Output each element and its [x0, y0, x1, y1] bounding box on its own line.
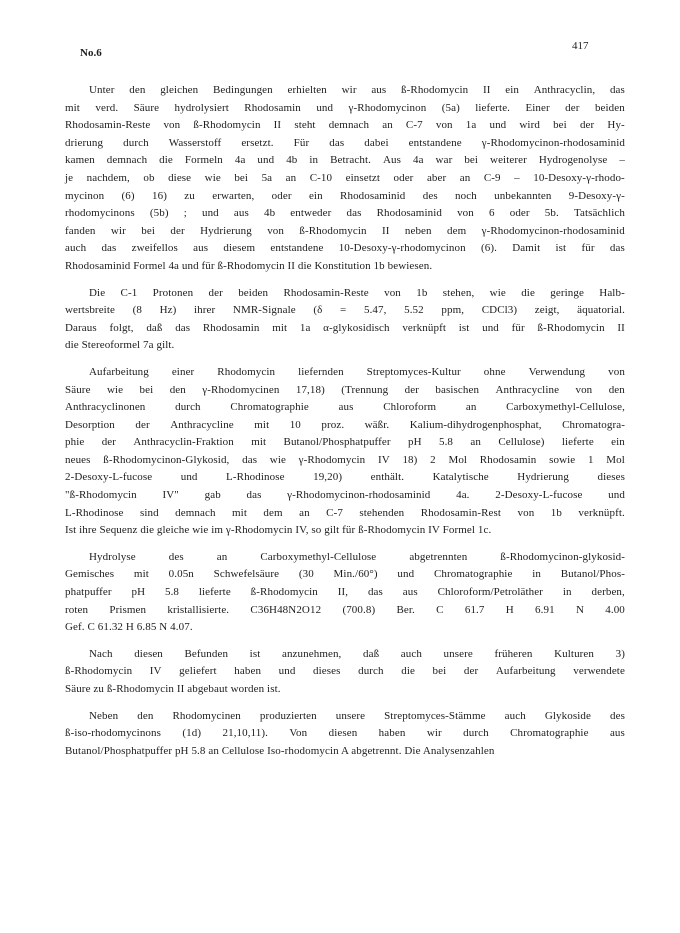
- text-line: Gef. C 61.32 H 6.85 N 4.07.: [65, 621, 193, 634]
- text-line: die Stereoformel 7a gilt.: [65, 339, 175, 352]
- paragraph: [65, 364, 625, 540]
- text-line: Ist ihre Sequenz die gleiche wie im γ-Rhodomycin IV, so gilt für ß-Rhodomycin IV Formel 1c.: [65, 524, 492, 537]
- paragraph: [65, 646, 625, 699]
- paragraph: [65, 549, 625, 637]
- text-line: ß-Rhodomycin IV geliefert haben und dieses durch die bei der Aufarbeitung verwendete: [65, 665, 625, 678]
- paragraph: [65, 708, 625, 761]
- text-line: Die C-1 Protonen der beiden Rhodosamin-Reste von 1b stehen, wie die geringe Halb-: [89, 286, 625, 299]
- text-line: Säure wie bei den γ-Rhodomycinen 17,18) (Trennung der basischen Anthracycline von den: [65, 383, 625, 396]
- text-line: Neben den Rhodomycinen produzierten unsere Streptomyces-Stämme auch Glykoside des: [89, 709, 625, 722]
- body-text: [65, 82, 625, 769]
- text-line: L-Rhodinose sind demnach mit dem an C-7 stehenden Rhodosamin-Rest von 1b verknüpft.: [65, 506, 625, 519]
- text-line: Gemisches mit 0.05n Schwefelsäure (30 Min./60°) und Chromatographie in Butanol/Phos-: [65, 568, 625, 581]
- text-line: mit verd. Säure hydrolysiert Rhodosamin und γ-Rhodomycinon (5a) lieferte. Einer der beiden: [65, 101, 625, 114]
- page-number: 417: [572, 40, 589, 52]
- journal-number: No.6: [80, 47, 102, 59]
- text-line: "ß-Rhodomycin IV" gab das γ-Rhodomycinon-rhodosaminid 4a. 2-Desoxy-L-fucose und: [65, 489, 625, 502]
- text-line: 2-Desoxy-L-fucose und L-Rhodinose 19,20) enthält. Katalytische Hydrierung dieses: [65, 471, 625, 484]
- text-line: Rhodosamin-Reste von ß-Rhodomycin II steht demnach an C-7 von 1a und wird bei der Hy-: [65, 119, 625, 132]
- text-line: Aufarbeitung einer Rhodomycin liefernden Streptomyces-Kultur ohne Verwendung von: [89, 365, 625, 378]
- text-line: wertsbreite (8 Hz) ihrer NMR-Signale (δ = 5.47, 5.52 ppm, CDCl3) zeigt, äquatorial.: [65, 304, 625, 317]
- paragraph: [65, 82, 625, 276]
- text-line: fanden wir bei der Hydrierung von ß-Rhodomycin II neben dem γ-Rhodomycinon-rhodosaminid: [65, 224, 625, 237]
- text-line: Desorption der Anthracycline mit 10 proz. wäßr. Kalium-dihydrogenphosphat, Chromatogra-: [65, 418, 625, 431]
- text-line: phatpuffer pH 5.8 lieferte ß-Rhodomycin II, das aus Chloroform/Petroläther in derben,: [65, 586, 625, 599]
- text-line: Nach diesen Befunden ist anzunehmen, daß auch unsere früheren Kulturen 3): [89, 647, 625, 660]
- text-line: phie der Anthracyclin-Fraktion mit Butanol/Phosphatpuffer pH 5.8 an Cellulose) lieferte ein: [65, 436, 625, 449]
- paragraph: [65, 285, 625, 355]
- text-line: rhodomycinons (5b) ; und aus 4b entweder das Rhodosaminid von 6 oder 5b. Tatsächlich: [65, 207, 625, 220]
- text-line: neues ß-Rhodomycinon-Glykosid, das wie γ-Rhodomycin IV 18) 2 Mol Rhodosamin sowie 1 Mol: [65, 453, 625, 466]
- text-line: auch das zweifellos aus diesem entstandene 10-Desoxy-γ-rhodomycinon (6). Damit ist für das: [65, 242, 625, 255]
- text-line: Säure zu ß-Rhodomycin II abgebaut worden ist.: [65, 683, 281, 695]
- text-line: Hydrolyse des an Carboxymethyl-Cellulose abgetrennten ß-Rhodomycinon-glykosid-: [89, 550, 625, 563]
- text-line: Butanol/Phosphatpuffer pH 5.8 an Cellulose Iso-rhodomycin A abgetrennt. Die Analysenzahlen: [65, 744, 495, 757]
- text-line: Unter den gleichen Bedingungen erhielten wir aus ß-Rhodomycin II ein Anthracyclin, das: [89, 84, 625, 96]
- text-line: Daraus folgt, daß das Rhodosamin mit 1a α-glykosidisch verknüpft ist und für ß-Rhodomycin II: [65, 321, 625, 334]
- text-line: Rhodosaminid Formel 4a und für ß-Rhodomycin II die Konstitution 1b bewiesen.: [65, 259, 433, 272]
- text-line: mycinon (6) 16) zu erwarten, oder ein Rhodosaminid des noch unbekannten 9-Desoxy-γ-: [65, 189, 625, 202]
- text-line: ß-iso-rhodomycinons (1d) 21,10,11). Von diesen haben wir durch Chromatographie aus: [65, 727, 625, 740]
- text-line: roten Prismen kristallisierte. C36H48N2O12 (700.8) Ber. C 61.7 H 6.91 N 4.00: [65, 603, 625, 616]
- text-line: kamen demnach die Formeln 4a und 4b in Betracht. Aus 4a war bei weiterer Hydrogenolyse –: [65, 154, 625, 167]
- text-line: je nachdem, ob diese wie bei 5a an C-10 einsetzt oder aber an C-9 – 10-Desoxy-γ-rhodo-: [65, 171, 625, 184]
- text-line: Anthracyclinonen durch Chromatographie aus Chloroform an Carboxymethyl-Cellulose,: [65, 401, 625, 414]
- text-line: drierung durch Wasserstoff ersetzt. Für das dabei entstandene γ-Rhodomycinon-rhodosaminid: [65, 136, 625, 149]
